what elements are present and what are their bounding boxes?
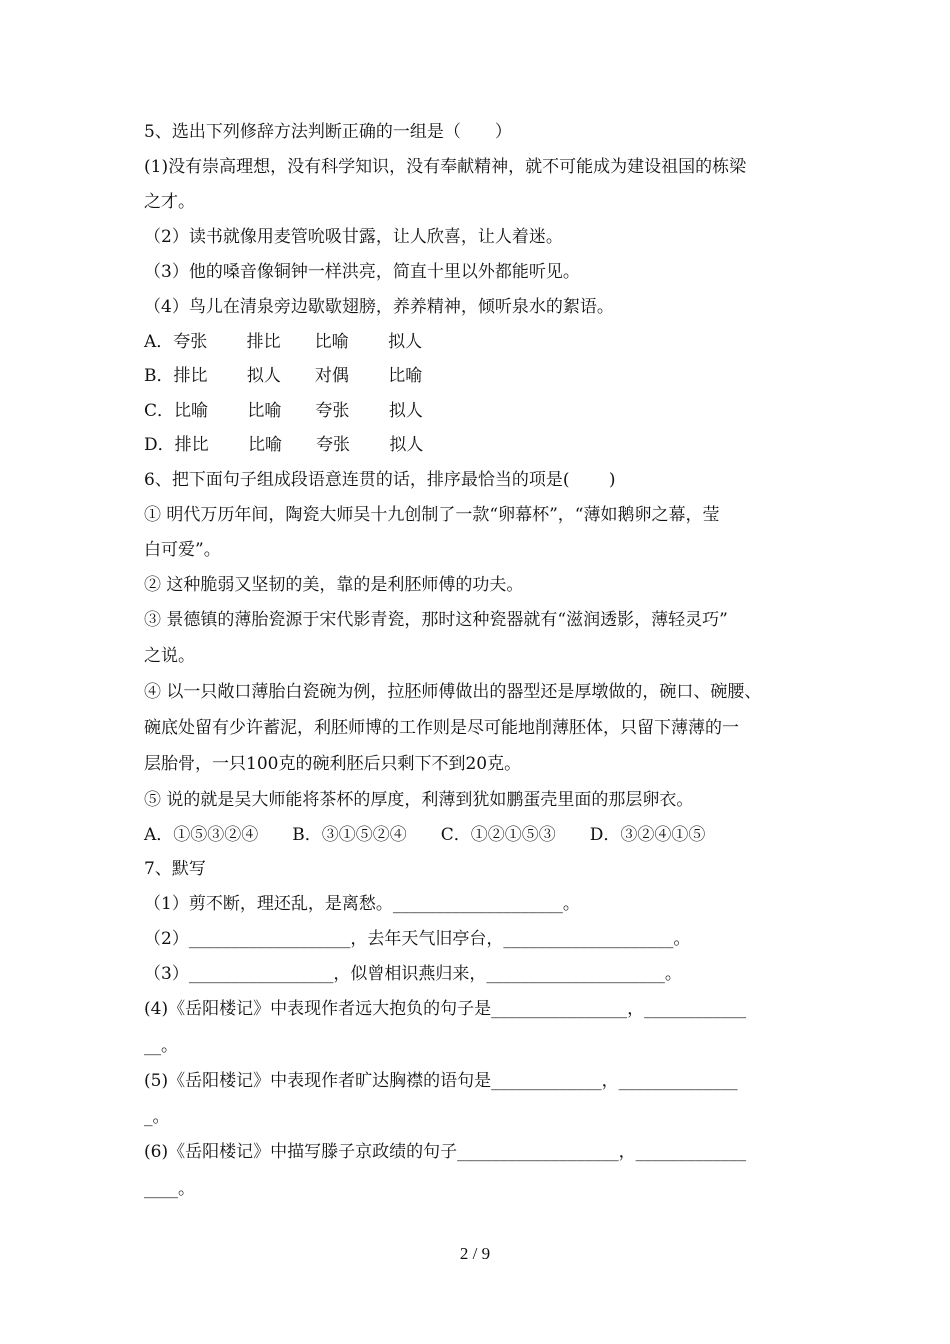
q5-option-a: A．夸张 排比 比喻 拟人 [144,332,423,352]
q6-sentence-5: ⑤ 说的就是吴大师能将茶杯的厚度，利薄到犹如鹏蛋壳里面的那层卵衣。 [144,790,694,810]
q5-item-1: (1)没有崇高理想，没有科学知识，没有奉献精神，就不可能成为建设祖国的栋梁 [144,157,747,177]
q6-sentence-1: ① 明代万历年间，陶瓷大师吴十九创制了一款“卵幕杯”，“薄如鹅卵之幕，莹 [144,505,720,525]
q7-item-1: （1）剪不断，理还乱，是离愁。____________________。 [144,894,580,914]
q7-stem: 7、默写 [144,859,206,879]
q7-item-5: (5)《岳阳楼记》中表现作者旷达胸襟的语句是_____________，______________ [144,1071,738,1091]
q6-sentence-2: ② 这种脆弱又坚韧的美，靠的是利胚师傅的功夫。 [144,575,524,595]
q5-item-1-cont: 之才。 [144,192,195,212]
q7-item-4-cont: __。 [144,1036,178,1056]
q6-options: A．①⑤③②④ B．③①⑤②④ C．①②①⑤③ D．③②④①⑤ [144,825,706,845]
q7-item-2: （2）___________________，去年天气旧亭台，____________________。 [144,929,691,949]
q5-option-b: B．排比 拟人 对偶 比喻 [144,366,423,386]
q6-sentence-1-cont: 白可爱”。 [144,540,221,560]
page-number: 2 / 9 [459,1244,491,1263]
q5-option-d: D．排比 比喻 夸张 拟人 [144,435,424,455]
q6-sentence-4-cont2: 层胎骨，一只100克的碗利胚后只剩下不到20克。 [144,754,522,774]
q5-stem: 5、选出下列修辞方法判断正确的一组是（ ） [144,122,512,142]
q7-item-6: (6)《岳阳楼记》中描写滕子京政绩的句子___________________，_____________ [144,1142,747,1162]
q5-option-c: C．比喻 比喻 夸张 拟人 [144,401,423,421]
q5-item-2: （2）读书就像用麦管吮吸甘露，让人欣喜，让人着迷。 [144,227,563,247]
q5-item-3: （3）他的嗓音像铜钟一样洪亮，简直十里以外都能听见。 [144,262,580,282]
q7-item-3: （3）_________________，似曾相识燕归来，_____________________。 [144,964,682,984]
q7-item-5-cont: _。 [144,1107,170,1127]
q6-stem: 6、把下面句子组成段语意连贯的话，排序最恰当的项是( ) [144,470,616,490]
q6-sentence-4: ④ 以一只敞口薄胎白瓷碗为例，拉胚师傅做出的器型还是厚墩做的，碗口、碗腰、 [144,682,762,702]
q7-item-6-cont: ____。 [144,1179,195,1199]
q6-sentence-3-cont: 之说。 [144,646,195,666]
q5-item-4: （4）鸟儿在清泉旁边歇歇翅膀，养养精神，倾听泉水的絮语。 [144,297,614,317]
q6-sentence-4-cont1: 碗底处留有少许蓄泥，利胚师博的工作则是尽可能地削薄胚体，只留下薄薄的一 [144,718,739,738]
q6-sentence-3: ③ 景德镇的薄胎瓷源于宋代影青瓷，那时这种瓷器就有“滋润透影，薄轻灵巧” [144,610,728,630]
q7-item-4: (4)《岳阳楼记》中表现作者远大抱负的句子是________________，____________ [144,999,747,1019]
